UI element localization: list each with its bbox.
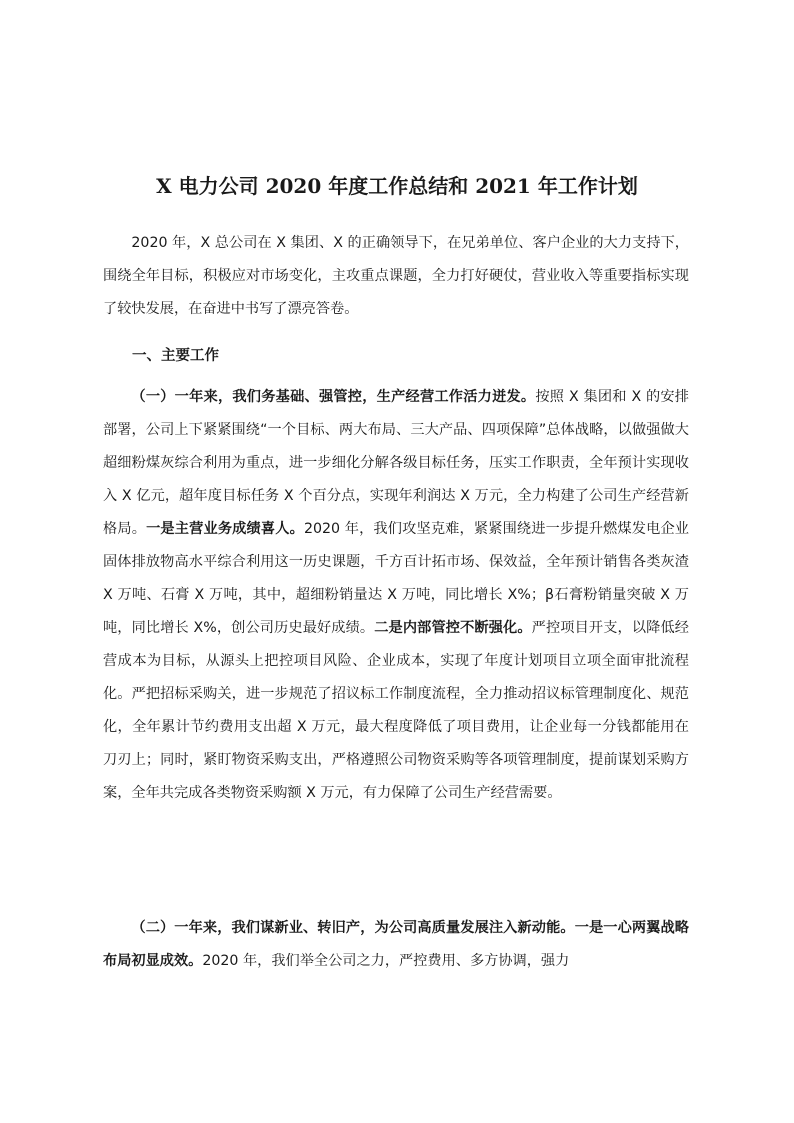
- highlight-text: 二是内部管控不断强化。: [374, 620, 532, 636]
- paragraph-text: 2020 年，我们举全公司之力，严控费用、多方协调，强力: [202, 953, 570, 969]
- document-title: X 电力公司 2020 年度工作总结和 2021 年工作计划: [156, 174, 638, 198]
- paragraph-1: [103, 381, 689, 810]
- paragraph-lead: （二）一年来，我们谋新业、转旧产，为公司高质量发展注入新动能。: [131, 920, 575, 936]
- highlight-text: 一是一心两翼战略布局初显成效。: [103, 920, 689, 969]
- paragraph-lead: （一）一年来，我们务基础、强管控，生产经营工作活力迸发。: [131, 389, 536, 405]
- paragraph-2: [103, 912, 689, 978]
- intro-paragraph: 2020 年，X 总公司在 X 集团、X 的正确领导下，在兄弟单位、客户企业的大力支持下，围绕全年目标，积极应对市场变化，主攻重点课题，全力打好硬仗，营业收入等重要指标实现了较快发展，在奋进中书写了漂亮答卷。: [103, 235, 689, 317]
- highlight-text: 一是主营业务成绩喜人。: [146, 521, 304, 537]
- paragraph-text: 2020 年，我们攻坚克难，紧紧围绕进一步提升燃煤发电企业固体排放物高水平综合利用这一历史课题，千方百计拓市场、保效益，全年预计销售各类灰渣 X 万吨、石膏 X 万吨，其中，超细粉销量达 X 万吨，同比增长 X%；β石膏粉销量突破 X 万吨，同比增长 X%，创公司历史最好成绩。: [103, 521, 689, 636]
- paragraph-text: 严控项目开支，以降低经营成本为目标，从源头上把控项目风险、企业成本，实现了年度计划项目立项全面审批流程化。严把招标采购关，进一步规范了招议标工作制度流程，全力推动招议标管理制度化、规范化，全年累计节约费用支出超 X 万元，最大程度降低了项目费用，让企业每一分钱都能用在刀刃上；同时，紧盯物资采购支出，严格遵照公司物资采购等各项管理制度，提前谋划采购方案，全年共完成各类物资采购额 X 万元，有力保障了公司生产经营需要。: [103, 620, 689, 801]
- section-heading: 一、主要工作: [132, 348, 219, 364]
- paragraph-text: 按照 X 集团和 X 的安排部署，公司上下紧紧围绕“一个目标、两大布局、三大产品、四项保障”总体战略，以做强做大超细粉煤灰综合利用为重点，进一步细化分解各级目标任务，压实工作职责，全年预计实现收入 X 亿元，超年度目标任务 X 个百分点，实现年利润达 X 万元，全力构建了公司生产经营新格局。: [103, 389, 689, 537]
